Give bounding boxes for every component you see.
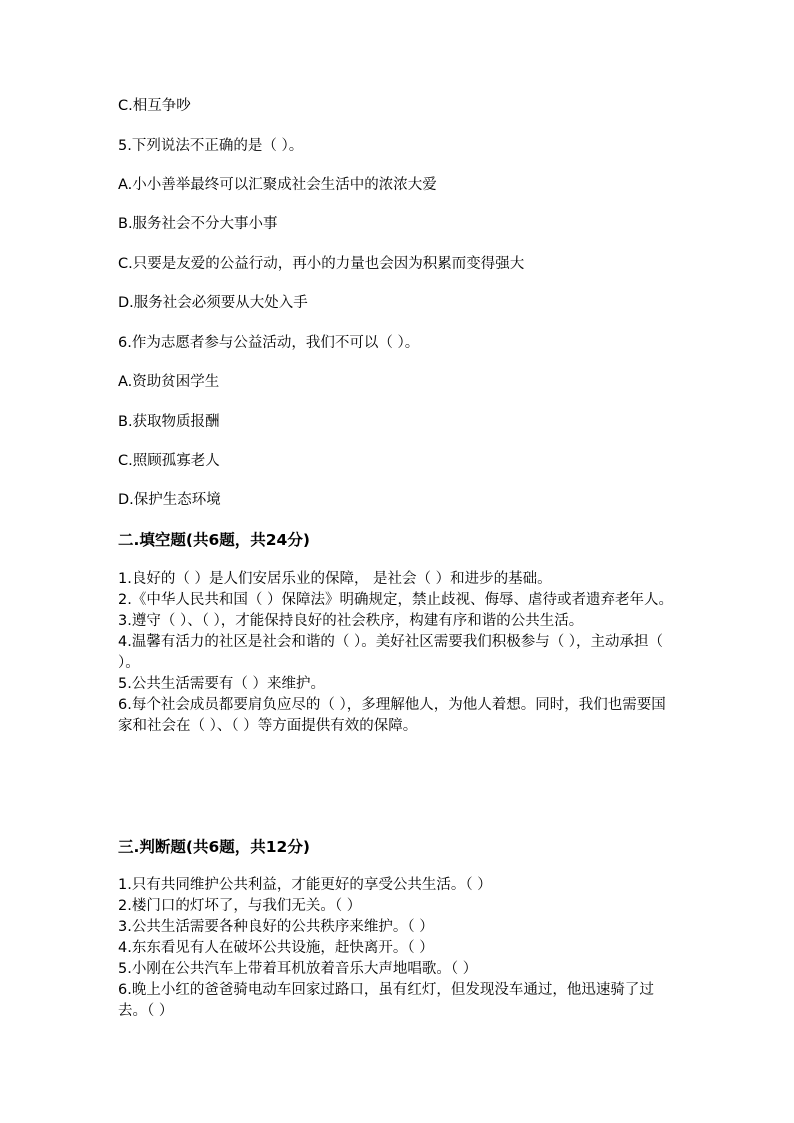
section2-heading: 二.填空题(共6题，共24分) [118,531,310,549]
q6-stem: 6.作为志愿者参与公益活动，我们不可以（ ）。 [118,335,420,351]
true-false-item-5: 5.小刚在公共汽车上带着耳机放着音乐大声地唱歌。（ ） [118,961,478,977]
section2-fill-blank-list [118,569,678,737]
true-false-item-3: 3.公共生活需要各种良好的公共秩序来维护。（ ） [118,919,434,935]
q6-option-c: C.照顾孤寡老人 [118,453,220,469]
true-false-item-6: 6.晚上小红的爸爸骑电动车回家过路口，虽有红灯，但发现没车通过，他迅速骑了过去。（ ） [118,982,654,1019]
q5-option-b: B.服务社会不分大事小事 [118,216,278,232]
section3-true-false-list [118,875,678,1022]
section3-heading: 三.判断题(共6题，共12分) [118,838,310,856]
q4-option-c: C.相互争吵 [118,98,191,114]
fill-blank-item-3: 3.遵守（ ）、（ ），才能保持良好的社会秩序，构建有序和谐的公共生活。 [118,613,584,629]
q5-option-d: D.服务社会必须要从大处入手 [118,295,308,311]
fill-blank-item-6: 6.每个社会成员都要肩负应尽的（ ），多理解他人，为他人着想。同时，我们也需要国家和社会在（ ）、（ ）等方面提供有效的保障。 [118,697,666,734]
q5-stem: 5.下列说法不正确的是（ ）。 [118,138,304,154]
q6-option-d: D.保护生态环境 [118,492,221,508]
q5-option-c: C.只要是友爱的公益行动，再小的力量也会因为积累而变得强大 [118,256,525,272]
fill-blank-item-1: 1.良好的（ ）是人们安居乐业的保障， 是社会（ ）和进步的基础。 [118,571,552,587]
fill-blank-item-2: 2.《中华人民共和国（ ）保障法》明确规定，禁止歧视、侮辱、虐待或者遗弃老年人。 [118,592,673,608]
fill-blank-item-5: 5.公共生活需要有（ ）来维护。 [118,676,325,692]
q6-option-b: B.获取物质报酬 [118,414,220,430]
q6-option-a: A.资助贫困学生 [118,374,220,390]
q5-option-a: A.小小善举最终可以汇聚成社会生活中的浓浓大爱 [118,177,437,193]
true-false-item-4: 4.东东看见有人在破坏公共设施，赶快离开。（ ） [118,940,434,956]
fill-blank-item-4: 4.温馨有活力的社区是社会和谐的（ ）。美好社区需要我们积极参与（ ），主动承担（ ）。 [118,634,664,671]
true-false-item-1: 1.只有共同维护公共利益，才能更好的享受公共生活。（ ） [118,877,492,893]
true-false-item-2: 2.楼门口的灯坏了，与我们无关。（ ） [118,898,362,914]
